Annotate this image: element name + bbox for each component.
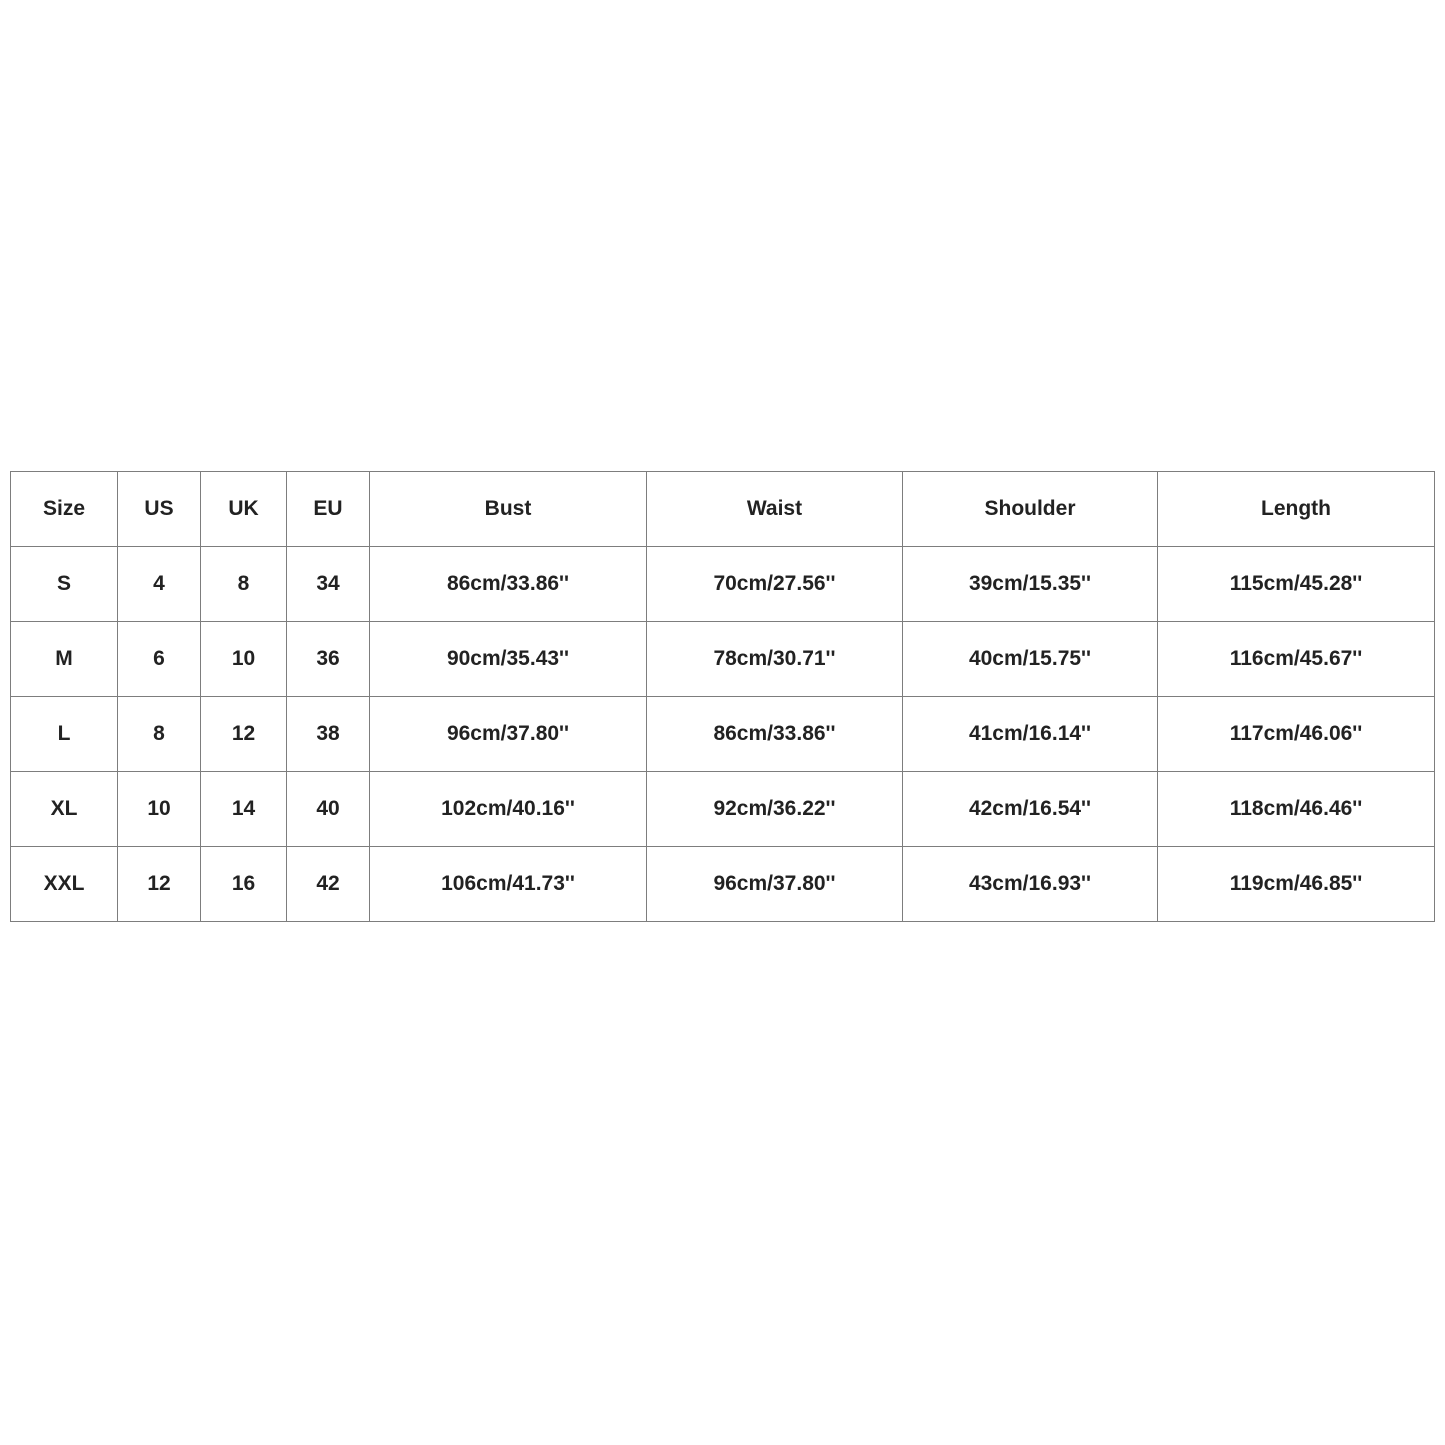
cell-eu: 36: [287, 622, 370, 697]
table-row: [11, 622, 1435, 697]
cell-waist: 78cm/30.71'': [647, 622, 903, 697]
size-chart-table: [10, 471, 1435, 922]
column-header-length: Length: [1158, 472, 1435, 547]
cell-bust: 90cm/35.43'': [370, 622, 647, 697]
cell-us: 12: [118, 847, 201, 922]
table-row: [11, 547, 1435, 622]
table-row: [11, 697, 1435, 772]
cell-length: 117cm/46.06'': [1158, 697, 1435, 772]
table-row: [11, 847, 1435, 922]
column-header-uk: UK: [201, 472, 287, 547]
cell-uk: 12: [201, 697, 287, 772]
cell-bust: 96cm/37.80'': [370, 697, 647, 772]
cell-bust: 106cm/41.73'': [370, 847, 647, 922]
cell-eu: 34: [287, 547, 370, 622]
cell-uk: 10: [201, 622, 287, 697]
cell-us: 4: [118, 547, 201, 622]
cell-shoulder: 42cm/16.54'': [903, 772, 1158, 847]
cell-us: 10: [118, 772, 201, 847]
column-header-bust: Bust: [370, 472, 647, 547]
cell-length: 118cm/46.46'': [1158, 772, 1435, 847]
cell-size: L: [11, 697, 118, 772]
column-header-waist: Waist: [647, 472, 903, 547]
column-header-us: US: [118, 472, 201, 547]
cell-size: M: [11, 622, 118, 697]
cell-uk: 14: [201, 772, 287, 847]
cell-shoulder: 43cm/16.93'': [903, 847, 1158, 922]
cell-eu: 38: [287, 697, 370, 772]
cell-waist: 70cm/27.56'': [647, 547, 903, 622]
cell-size: XL: [11, 772, 118, 847]
cell-waist: 92cm/36.22'': [647, 772, 903, 847]
cell-bust: 102cm/40.16'': [370, 772, 647, 847]
cell-waist: 96cm/37.80'': [647, 847, 903, 922]
cell-size: XXL: [11, 847, 118, 922]
cell-eu: 42: [287, 847, 370, 922]
cell-uk: 16: [201, 847, 287, 922]
cell-length: 116cm/45.67'': [1158, 622, 1435, 697]
column-header-eu: EU: [287, 472, 370, 547]
cell-shoulder: 39cm/15.35'': [903, 547, 1158, 622]
cell-us: 8: [118, 697, 201, 772]
cell-eu: 40: [287, 772, 370, 847]
cell-length: 119cm/46.85'': [1158, 847, 1435, 922]
cell-bust: 86cm/33.86'': [370, 547, 647, 622]
cell-shoulder: 40cm/15.75'': [903, 622, 1158, 697]
cell-length: 115cm/45.28'': [1158, 547, 1435, 622]
table-header-row: [11, 472, 1435, 547]
cell-waist: 86cm/33.86'': [647, 697, 903, 772]
cell-size: S: [11, 547, 118, 622]
column-header-size: Size: [11, 472, 118, 547]
cell-us: 6: [118, 622, 201, 697]
cell-uk: 8: [201, 547, 287, 622]
table-row: [11, 772, 1435, 847]
cell-shoulder: 41cm/16.14'': [903, 697, 1158, 772]
column-header-shoulder: Shoulder: [903, 472, 1158, 547]
